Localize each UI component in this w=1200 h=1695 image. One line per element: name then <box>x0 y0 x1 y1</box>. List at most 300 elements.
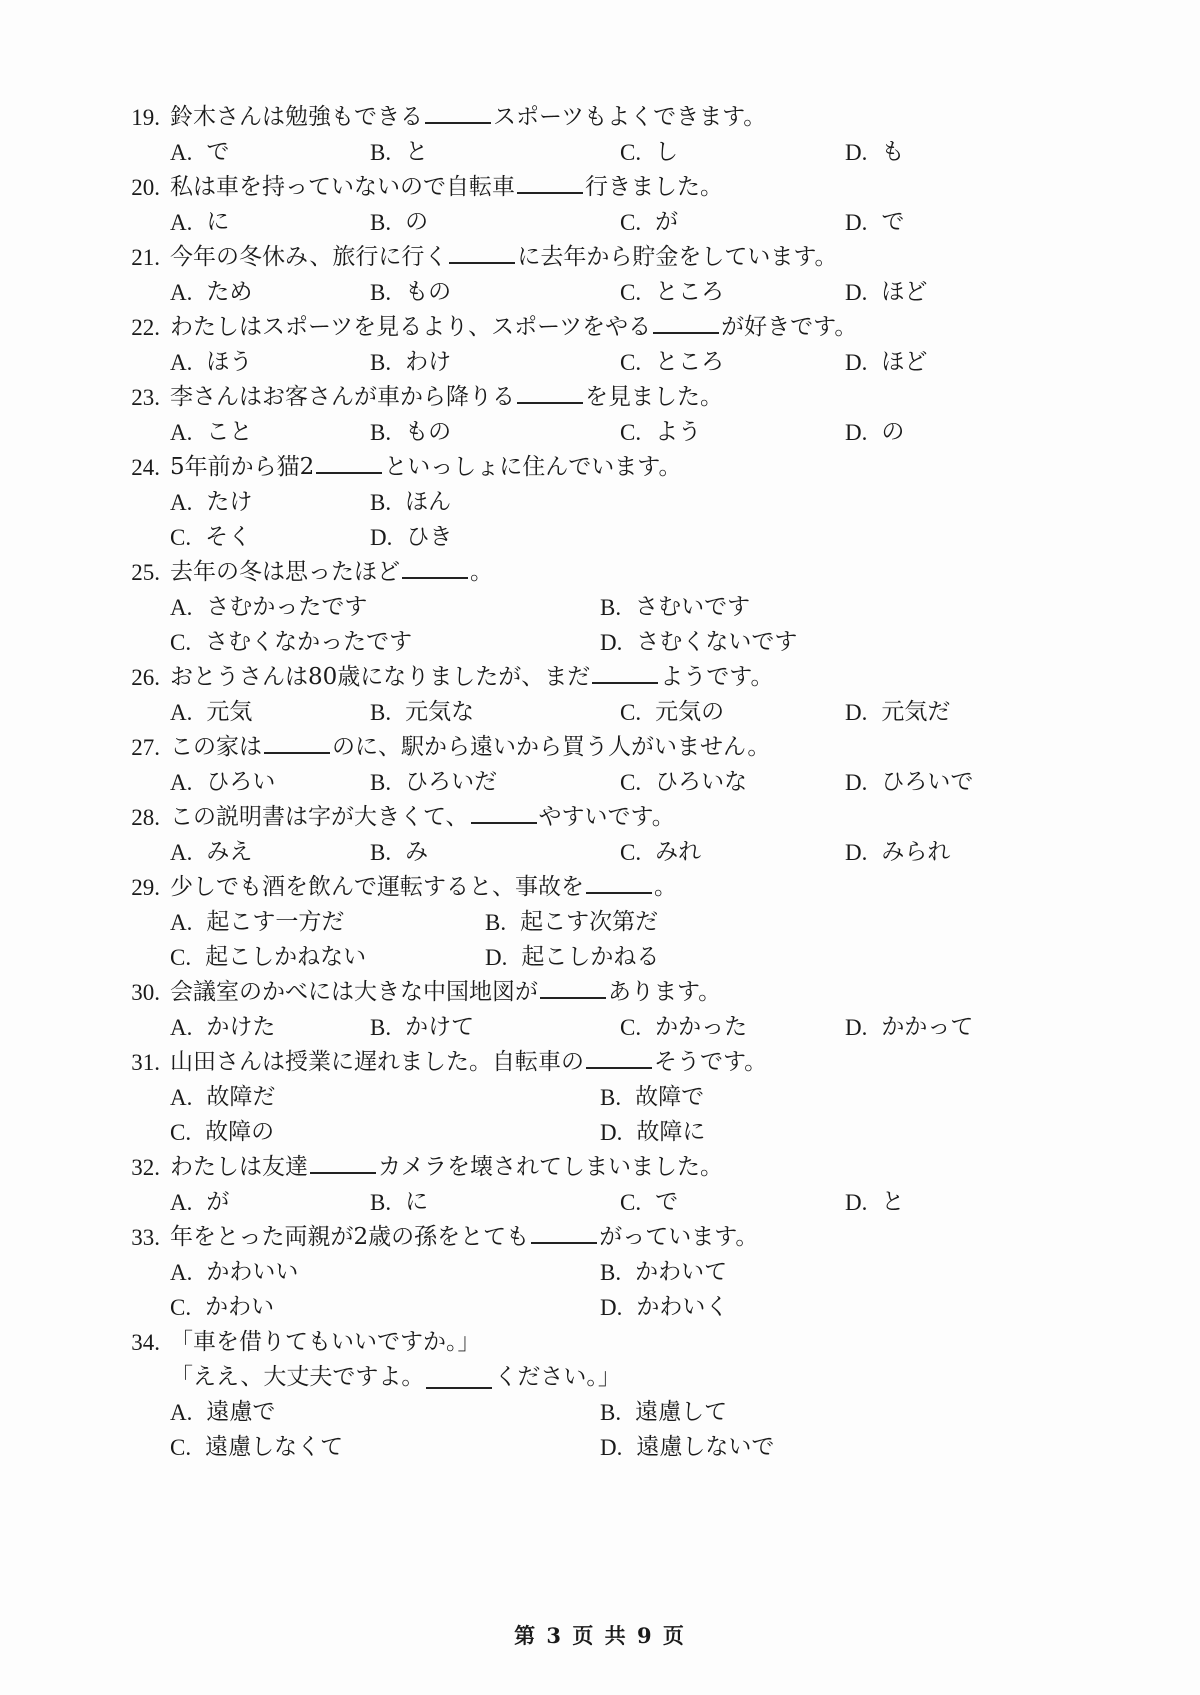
option-text: かかった <box>655 1014 748 1040</box>
option-text: 遠慮しないで <box>636 1434 775 1460</box>
option-label: B. <box>370 490 392 515</box>
answer-blank <box>540 977 606 999</box>
question-26 <box>112 660 1072 695</box>
option-row <box>112 485 1072 520</box>
question-number: 26. <box>131 665 160 690</box>
answer-blank <box>425 102 491 124</box>
option-label: C. <box>170 1295 192 1320</box>
option-text: 元気 <box>206 699 253 725</box>
option-text: みられ <box>881 839 951 865</box>
answer-blank <box>471 802 537 824</box>
dialogue-text-after-blank: ください。」 <box>494 1364 621 1390</box>
option-c <box>170 1290 600 1325</box>
option-b <box>600 590 750 625</box>
option-d <box>600 1290 728 1325</box>
option-label: B. <box>600 1085 622 1110</box>
question-text-before-blank: 会議室のかべには大きな中国地図が <box>170 979 538 1005</box>
option-text: 故障で <box>635 1084 705 1110</box>
question-text-after-blank: 。 <box>654 874 677 900</box>
question-text <box>170 660 1072 695</box>
question-text-before-blank: 山田さんは授業に遅れました。自転車の <box>170 1049 584 1075</box>
option-label: A. <box>170 840 193 865</box>
option-text: さむかったです <box>206 594 368 620</box>
option-text: かけて <box>405 1014 475 1040</box>
option-label: A. <box>170 420 193 445</box>
option-label: A. <box>170 910 193 935</box>
question-23 <box>112 380 1072 415</box>
question-text-after-blank: あります。 <box>608 979 722 1005</box>
option-text: ひろいだ <box>405 769 498 795</box>
option-text: ところ <box>655 279 725 305</box>
option-label: C. <box>620 700 642 725</box>
option-d <box>845 765 1070 800</box>
option-label: B. <box>370 1015 392 1040</box>
option-text: もの <box>405 419 452 445</box>
option-text: みえ <box>206 839 253 865</box>
option-text: かわいく <box>636 1294 729 1320</box>
option-label: B. <box>370 280 392 305</box>
option-c <box>620 415 845 450</box>
option-text: 元気な <box>405 699 475 725</box>
option-row <box>112 940 1072 975</box>
option-b <box>370 485 451 520</box>
answer-blank <box>264 732 330 754</box>
option-row <box>112 695 1072 730</box>
option-label: B. <box>370 700 392 725</box>
question-number: 27. <box>131 735 160 760</box>
question-text-before-blank: 「車を借りてもいいですか。」 <box>170 1329 481 1355</box>
option-row <box>112 205 1072 240</box>
option-row <box>112 1430 1072 1465</box>
question-number: 24. <box>131 455 160 480</box>
question-24 <box>112 450 1072 485</box>
option-label: B. <box>370 840 392 865</box>
option-text: に <box>206 209 230 235</box>
option-label: C. <box>170 630 192 655</box>
option-label: C. <box>170 525 192 550</box>
question-text-before-blank: おとうさんは80歳になりましたが、まだ <box>170 664 591 690</box>
question-text-after-blank: を見ました。 <box>585 384 723 410</box>
question-text-after-blank: 。 <box>470 559 493 585</box>
option-text: さむいです <box>635 594 751 620</box>
question-text-before-blank: 鈴木さんは勉強もできる <box>170 104 423 130</box>
question-text <box>170 100 1072 135</box>
question-text-before-blank: 年をとった両親が2歳の孫をとても <box>170 1224 530 1250</box>
option-row <box>112 415 1072 450</box>
question-text <box>170 450 1072 485</box>
question-text-before-blank: この家は <box>170 734 262 760</box>
option-text: と <box>881 1189 905 1215</box>
option-b <box>370 135 620 170</box>
option-text: もの <box>405 279 452 305</box>
option-b <box>370 1010 620 1045</box>
option-label: B. <box>370 420 392 445</box>
option-label: B. <box>370 350 392 375</box>
option-text: も <box>881 139 905 165</box>
option-text: ひろいな <box>655 769 748 795</box>
option-c <box>170 625 600 660</box>
option-text: で <box>206 139 230 165</box>
option-label: B. <box>370 1190 392 1215</box>
option-b <box>370 695 620 730</box>
question-text-after-blank: のに、駅から遠いから買う人がいません。 <box>332 734 771 760</box>
option-a <box>170 1395 600 1430</box>
option-label: D. <box>845 140 868 165</box>
option-row <box>112 1290 1072 1325</box>
option-label: A. <box>170 350 193 375</box>
option-a <box>170 1010 370 1045</box>
option-label: B. <box>370 140 392 165</box>
option-label: B. <box>485 910 507 935</box>
option-label: C. <box>170 1435 192 1460</box>
option-row <box>112 1185 1072 1220</box>
question-number: 29. <box>131 875 160 900</box>
question-text <box>170 1325 1072 1360</box>
option-d <box>845 415 1070 450</box>
option-label: A. <box>170 595 193 620</box>
question-19 <box>112 100 1072 135</box>
option-b <box>370 415 620 450</box>
option-c <box>620 275 845 310</box>
option-a <box>170 590 600 625</box>
option-label: A. <box>170 1400 193 1425</box>
option-row <box>112 905 1072 940</box>
option-label: C. <box>620 210 642 235</box>
option-label: C. <box>620 840 642 865</box>
option-label: D. <box>600 1435 623 1460</box>
dialogue-text-before-blank: 「ええ、大丈夫ですよ。 <box>170 1364 425 1390</box>
question-text-before-blank: 去年の冬は思ったほど <box>170 559 400 585</box>
option-label: D. <box>845 700 868 725</box>
option-row <box>112 765 1072 800</box>
option-c <box>620 345 845 380</box>
option-c <box>170 520 370 555</box>
option-b <box>370 275 620 310</box>
option-text: こと <box>206 419 253 445</box>
option-text: ひろいで <box>881 769 974 795</box>
answer-blank <box>592 662 658 684</box>
question-text <box>170 380 1072 415</box>
question-27 <box>112 730 1072 765</box>
option-text: 故障に <box>636 1119 706 1145</box>
answer-blank <box>310 1152 376 1174</box>
page-footer: 第 3 页 共 9 页 <box>514 1623 686 1648</box>
option-label: C. <box>620 420 642 445</box>
question-number: 22. <box>131 315 160 340</box>
option-text: し <box>655 139 679 165</box>
option-label: C. <box>170 945 192 970</box>
option-d <box>845 1010 1070 1045</box>
option-text: 遠慮しなくて <box>205 1434 344 1460</box>
option-text: 故障の <box>205 1119 275 1145</box>
question-text <box>170 555 1072 590</box>
question-text <box>170 240 1072 275</box>
question-dialogue-line <box>112 1360 1072 1395</box>
answer-blank <box>531 1222 597 1244</box>
question-22 <box>112 310 1072 345</box>
question-number: 20. <box>131 175 160 200</box>
option-d <box>845 1185 1070 1220</box>
question-text <box>170 310 1072 345</box>
option-text: かわい <box>205 1294 275 1320</box>
option-row <box>112 345 1072 380</box>
option-text: の <box>881 419 905 445</box>
option-text: みれ <box>655 839 702 865</box>
option-a <box>170 765 370 800</box>
option-c <box>620 695 845 730</box>
option-a <box>170 345 370 380</box>
question-text-after-blank: スポーツもよくできます。 <box>493 104 767 130</box>
option-label: D. <box>845 350 868 375</box>
option-c <box>620 835 845 870</box>
option-label: D. <box>845 420 868 445</box>
option-label: A. <box>170 140 193 165</box>
option-b <box>370 765 620 800</box>
question-30 <box>112 975 1072 1010</box>
question-text-after-blank: が好きです。 <box>721 314 858 340</box>
option-d <box>370 520 452 555</box>
option-d <box>600 1430 774 1465</box>
option-text: 元気の <box>655 699 725 725</box>
question-29 <box>112 870 1072 905</box>
option-d <box>600 1115 705 1150</box>
option-a <box>170 1080 600 1115</box>
option-row <box>112 625 1072 660</box>
option-text: 元気だ <box>881 699 951 725</box>
answer-blank <box>316 452 382 474</box>
option-label: A. <box>170 280 193 305</box>
option-text: ほど <box>881 349 928 375</box>
question-text <box>170 800 1072 835</box>
option-row <box>112 1080 1072 1115</box>
answer-blank <box>449 242 515 264</box>
question-number: 33. <box>131 1225 160 1250</box>
option-row <box>112 275 1072 310</box>
option-label: A. <box>170 1085 193 1110</box>
question-text-before-blank: 少しでも酒を飲んで運転すると、事故を <box>170 874 584 900</box>
option-c <box>620 205 845 240</box>
answer-blank <box>653 312 719 334</box>
option-row <box>112 835 1072 870</box>
question-text-before-blank: この説明書は字が大きくて、 <box>170 804 469 830</box>
option-c <box>170 1115 600 1150</box>
question-number: 25. <box>131 560 160 585</box>
option-row <box>112 1010 1072 1045</box>
option-text: が <box>206 1189 230 1215</box>
question-text-after-blank: がっています。 <box>599 1224 759 1250</box>
question-text-before-blank: わたしは友達 <box>170 1154 308 1180</box>
option-a <box>170 485 370 520</box>
option-a <box>170 275 370 310</box>
question-20 <box>112 170 1072 205</box>
option-text: 遠慮で <box>206 1399 276 1425</box>
option-text: かわいい <box>206 1259 299 1285</box>
option-text: ところ <box>655 349 725 375</box>
option-b <box>600 1395 727 1430</box>
question-text <box>170 870 1072 905</box>
option-c <box>170 1430 600 1465</box>
option-label: D. <box>485 945 508 970</box>
question-number: 19. <box>131 105 160 130</box>
question-text-after-blank: 行きました。 <box>585 174 723 200</box>
option-label: A. <box>170 210 193 235</box>
option-row <box>112 1115 1072 1150</box>
question-text <box>170 1150 1072 1185</box>
question-number: 31. <box>131 1050 160 1075</box>
option-text: 起こしかねる <box>521 944 660 970</box>
option-d <box>845 835 1070 870</box>
question-text-after-blank: カメラを壊されてしまいました。 <box>378 1154 723 1180</box>
question-text-before-blank: わたしはスポーツを見るより、スポーツをやる <box>170 314 652 340</box>
question-list <box>112 100 1072 1465</box>
option-label: C. <box>620 140 642 165</box>
question-text-before-blank: 今年の冬休み、旅行に行く <box>170 244 448 270</box>
option-label: D. <box>845 770 868 795</box>
answer-blank <box>426 1367 492 1389</box>
question-number: 34. <box>131 1330 160 1355</box>
option-label: A. <box>170 770 193 795</box>
question-25 <box>112 555 1072 590</box>
option-label: D. <box>600 1120 623 1145</box>
option-text: が <box>655 209 679 235</box>
option-text: で <box>881 209 905 235</box>
option-b <box>485 905 658 940</box>
option-b <box>370 345 620 380</box>
option-label: D. <box>600 1295 623 1320</box>
question-text-after-blank: そうです。 <box>654 1049 768 1075</box>
question-text <box>170 730 1072 765</box>
option-a <box>170 1255 600 1290</box>
option-d <box>845 345 1070 380</box>
question-number: 21. <box>131 245 160 270</box>
option-label: D. <box>845 1015 868 1040</box>
option-a <box>170 695 370 730</box>
option-a <box>170 205 370 240</box>
question-text-after-blank: やすいです。 <box>538 804 675 830</box>
option-text: ひき <box>406 524 453 550</box>
option-text: かかって <box>881 1014 974 1040</box>
option-text: さむくないです <box>636 629 798 655</box>
answer-blank <box>517 172 583 194</box>
question-31 <box>112 1045 1072 1080</box>
option-label: B. <box>600 595 622 620</box>
option-a <box>170 415 370 450</box>
option-label: C. <box>620 350 642 375</box>
option-text: わけ <box>405 349 452 375</box>
answer-blank <box>402 557 468 579</box>
option-d <box>845 695 1070 730</box>
question-text-after-blank: ようです。 <box>660 664 774 690</box>
option-row <box>112 520 1072 555</box>
option-text: と <box>405 139 429 165</box>
option-a <box>170 1185 370 1220</box>
option-label: A. <box>170 490 193 515</box>
option-c <box>620 765 845 800</box>
question-text <box>170 975 1072 1010</box>
option-c <box>620 1185 845 1220</box>
option-label: B. <box>600 1260 622 1285</box>
option-d <box>845 135 1070 170</box>
question-33 <box>112 1220 1072 1255</box>
option-a <box>170 905 485 940</box>
option-label: D. <box>845 1190 868 1215</box>
option-label: C. <box>620 770 642 795</box>
question-number: 28. <box>131 805 160 830</box>
option-b <box>600 1080 704 1115</box>
option-b <box>370 835 620 870</box>
question-28 <box>112 800 1072 835</box>
option-label: B. <box>600 1400 622 1425</box>
question-text-before-blank: 李さんはお客さんが車から降りる <box>170 384 515 410</box>
option-label: C. <box>170 1120 192 1145</box>
option-label: B. <box>370 770 392 795</box>
option-label: D. <box>845 840 868 865</box>
option-d <box>485 940 659 975</box>
option-c <box>620 1010 845 1045</box>
option-text: で <box>655 1189 679 1215</box>
option-label: D. <box>600 630 623 655</box>
option-label: D. <box>845 280 868 305</box>
question-text-after-blank: といっしょに住んでいます。 <box>384 454 682 480</box>
option-c <box>620 135 845 170</box>
option-text: 遠慮して <box>635 1399 728 1425</box>
option-b <box>370 1185 620 1220</box>
option-text: ほど <box>881 279 928 305</box>
option-text: 故障だ <box>206 1084 276 1110</box>
option-text: たけ <box>206 489 253 515</box>
option-label: D. <box>845 210 868 235</box>
option-text: ため <box>206 279 253 305</box>
question-text <box>170 1045 1072 1080</box>
option-label: C. <box>620 1015 642 1040</box>
question-number: 23. <box>131 385 160 410</box>
option-text: さむくなかったです <box>205 629 413 655</box>
option-d <box>845 205 1070 240</box>
question-text-before-blank: 私は車を持っていないので自転車 <box>170 174 515 200</box>
answer-blank <box>586 872 652 894</box>
option-text: そく <box>205 524 252 550</box>
option-row <box>112 590 1072 625</box>
option-text: 起こす一方だ <box>206 909 345 935</box>
option-b <box>370 205 620 240</box>
option-a <box>170 835 370 870</box>
option-d <box>845 275 1070 310</box>
option-text: かけた <box>206 1014 276 1040</box>
option-text: 起こす次第だ <box>520 909 659 935</box>
option-label: A. <box>170 1260 193 1285</box>
option-label: A. <box>170 1015 193 1040</box>
option-text: よう <box>655 419 702 445</box>
question-32 <box>112 1150 1072 1185</box>
option-label: C. <box>620 280 642 305</box>
question-number: 30. <box>131 980 160 1005</box>
option-a <box>170 135 370 170</box>
option-row <box>112 1255 1072 1290</box>
option-d <box>600 625 797 660</box>
question-text <box>170 170 1072 205</box>
answer-blank <box>517 382 583 404</box>
question-21 <box>112 240 1072 275</box>
option-text: かわいて <box>635 1259 728 1285</box>
question-34 <box>112 1325 1072 1360</box>
option-text: に <box>405 1189 429 1215</box>
option-text: み <box>405 839 429 865</box>
option-text: ほう <box>206 349 253 375</box>
answer-blank <box>586 1047 652 1069</box>
option-label: A. <box>170 1190 193 1215</box>
option-row <box>112 135 1072 170</box>
option-text: 起こしかねない <box>205 944 367 970</box>
